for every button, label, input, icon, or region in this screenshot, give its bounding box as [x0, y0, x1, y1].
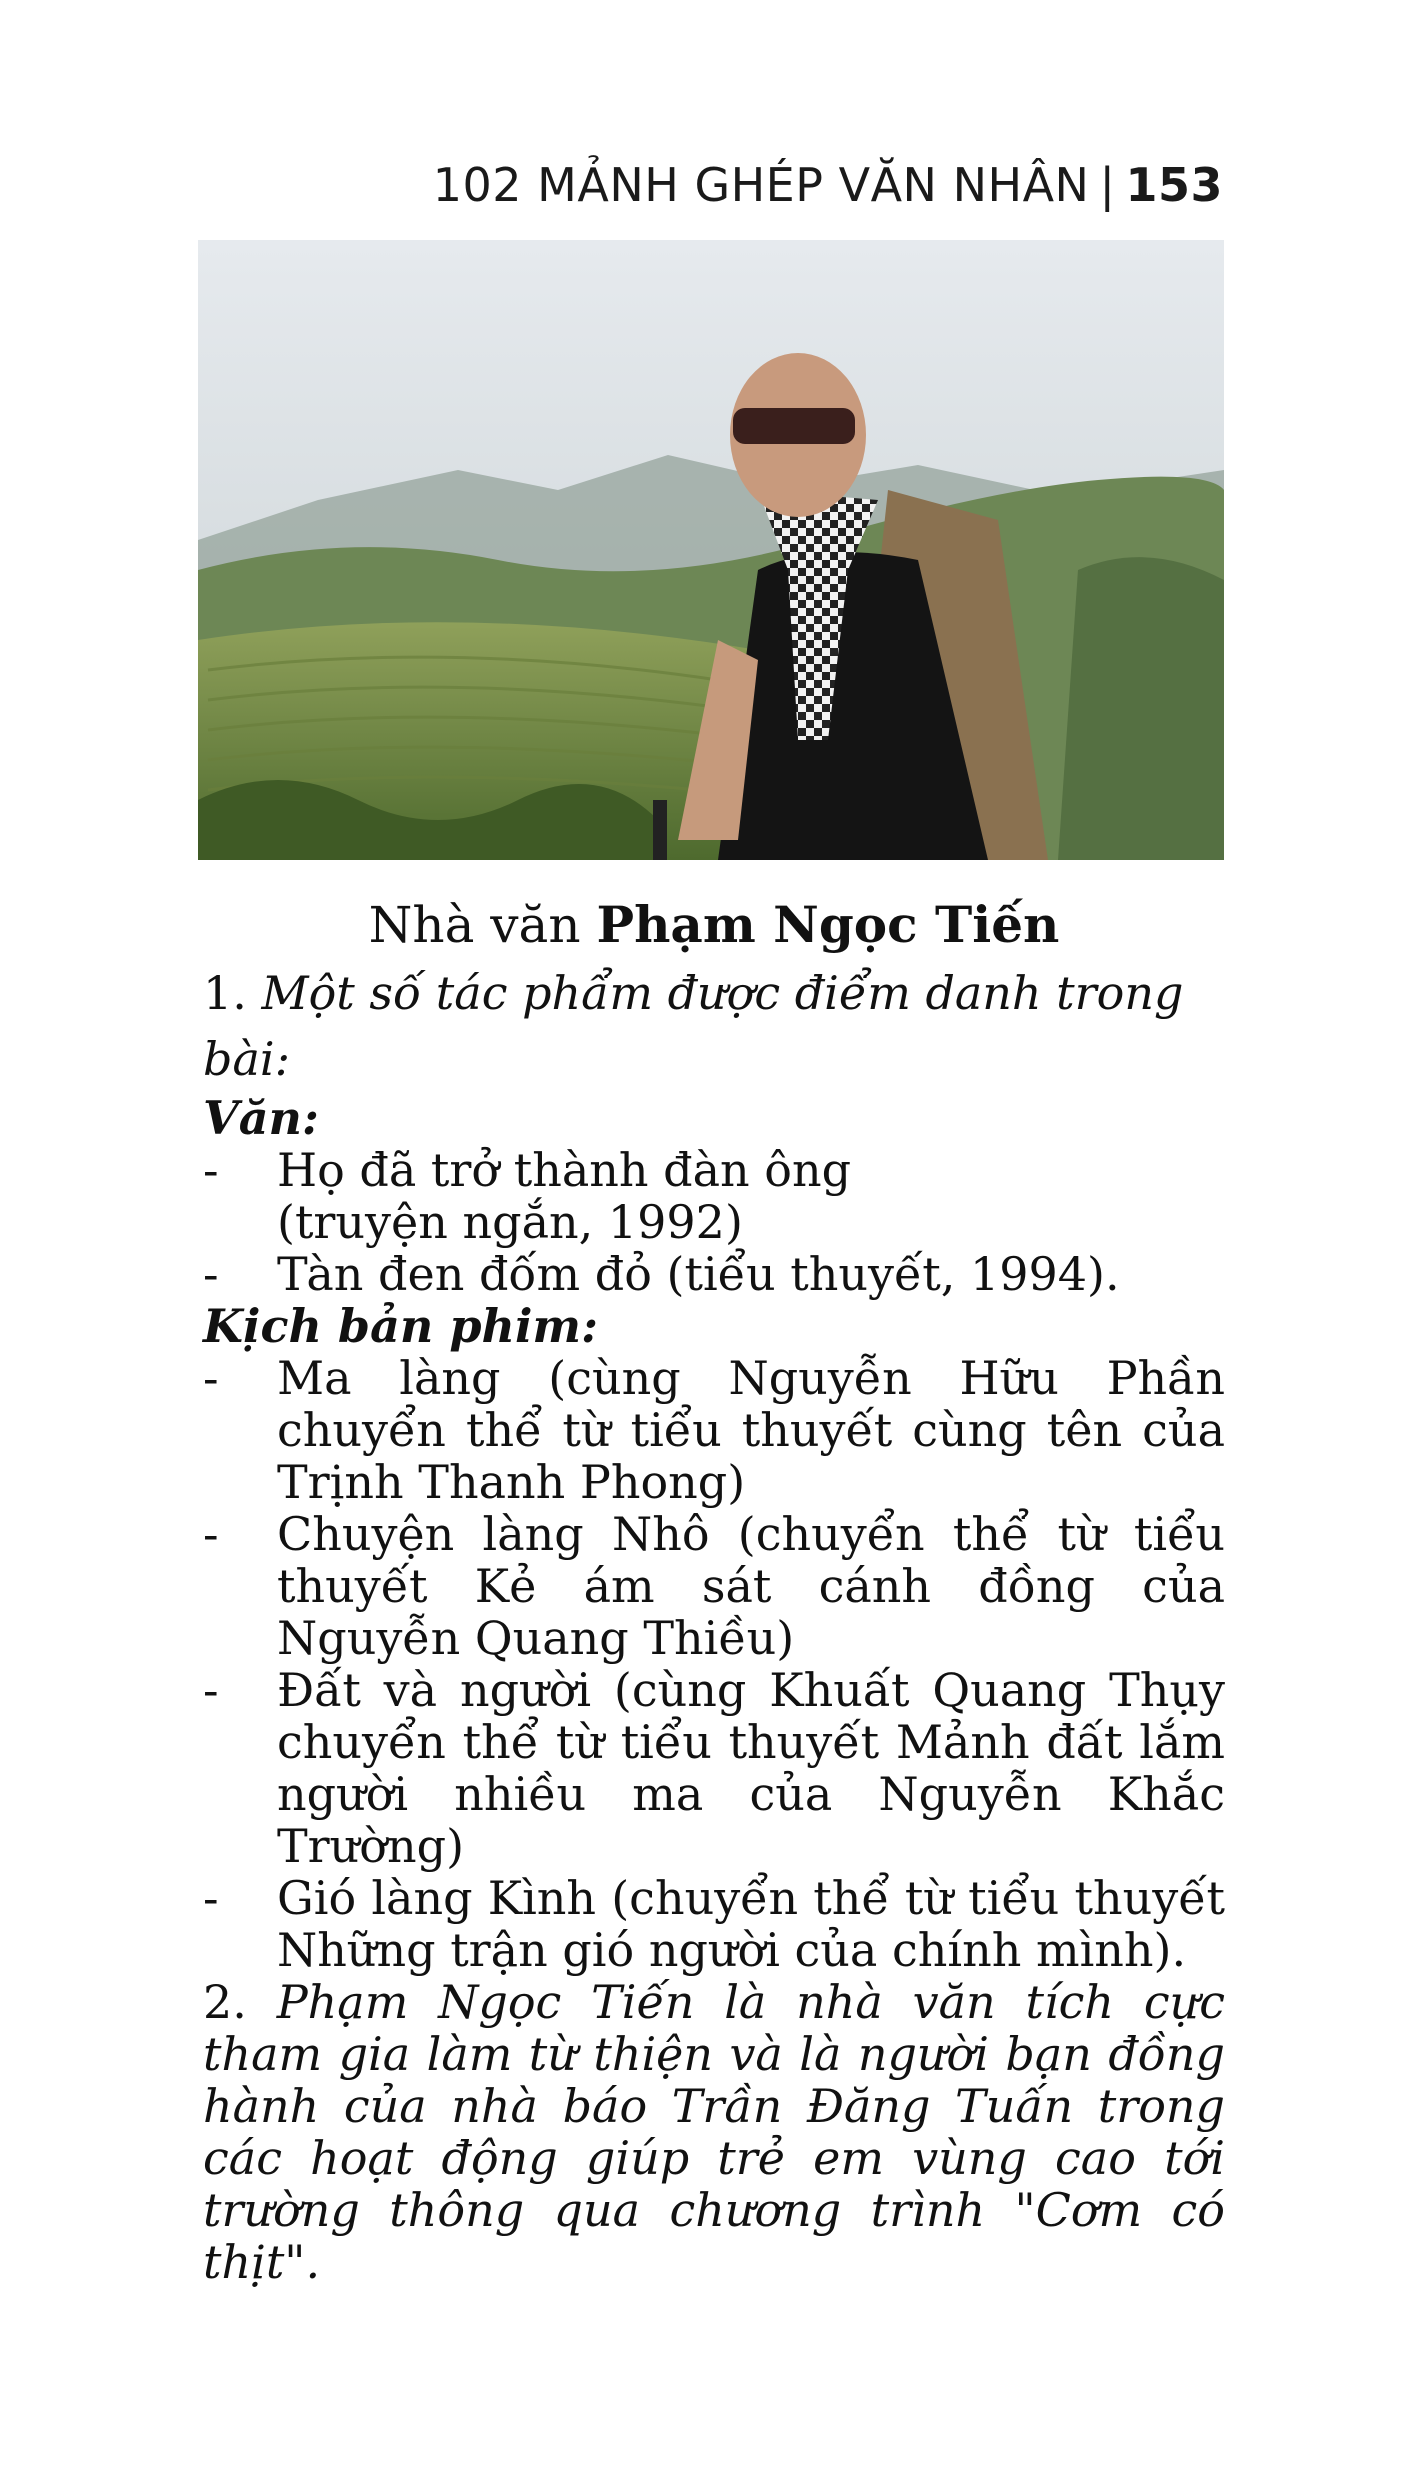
- list-item-text: Họ đã trở thành đàn ông: [277, 1143, 852, 1197]
- header-separator: |: [1099, 158, 1116, 212]
- list-item-text: Chuyện làng Nhô (chuyển thể từ tiểu thuyết Kẻ ám sát cánh đồng của Nguyễn Quang Thiều): [277, 1507, 1225, 1665]
- group-label-kich-ban: Kịch bản phim:: [203, 1299, 599, 1353]
- page-number: 153: [1125, 158, 1223, 212]
- list-item: [203, 1352, 1225, 1508]
- list-dash: -: [203, 1143, 219, 1197]
- section2-paragraph: [203, 1976, 1225, 2288]
- list-dash: -: [203, 1663, 219, 1717]
- list-dash: -: [203, 1351, 219, 1405]
- list-item: [203, 1144, 1225, 1248]
- list-item-text: Tàn đen đốm đỏ (tiểu thuyết, 1994).: [277, 1247, 1120, 1301]
- book-title: 102 MẢNH GHÉP VĂN NHÂN: [432, 158, 1090, 212]
- walking-pole: [653, 800, 667, 860]
- sunglasses: [733, 408, 855, 444]
- author-photo: [198, 240, 1224, 860]
- list-item: [203, 1248, 1225, 1300]
- author-name: Phạm Ngọc Tiến: [596, 895, 1060, 954]
- list-dash: -: [203, 1871, 219, 1925]
- article-title: [203, 890, 1225, 960]
- list-item-text: Gió làng Kình (chuyển thể từ tiểu thuyết Những trận gió người của chính mình).: [277, 1871, 1225, 1977]
- list-item-text: Đất và người (cùng Khuất Quang Thụy chuyển thể từ tiểu thuyết Mảnh đất lắm người nhiều ma của Nguyễn Khắc Trường): [277, 1663, 1225, 1873]
- list-item-note: (truyện ngắn, 1992): [277, 1195, 743, 1249]
- title-prefix: Nhà văn: [368, 896, 581, 954]
- content: [203, 890, 1225, 2288]
- section2-text: Phạm Ngọc Tiến là nhà văn tích cực tham gia làm từ thiện và là người bạn đồng hành của nhà báo Trần Đăng Tuấn trong các hoạt động giúp trẻ em vùng cao tới trường thông qua chương trình "Cơm có thịt".: [203, 1975, 1225, 2289]
- section2-number: 2.: [203, 1975, 247, 2029]
- list-item-text: Ma làng (cùng Nguyễn Hữu Phần chuyển thể từ tiểu thuyết cùng tên của Trịnh Thanh Phong): [277, 1351, 1225, 1509]
- list-item: [203, 1508, 1225, 1664]
- right-trees: [1058, 557, 1224, 860]
- group-label-van: Văn:: [203, 1091, 319, 1145]
- section1-heading: [203, 960, 1225, 1092]
- list-dash: -: [203, 1507, 219, 1561]
- list-item: [203, 1664, 1225, 1872]
- section1-heading-text: Một số tác phẩm được điểm danh trong bài:: [203, 966, 1184, 1086]
- list-item: [203, 1872, 1225, 1976]
- page-header: [433, 158, 1223, 212]
- list-dash: -: [203, 1247, 219, 1301]
- section1-number: 1.: [203, 966, 247, 1020]
